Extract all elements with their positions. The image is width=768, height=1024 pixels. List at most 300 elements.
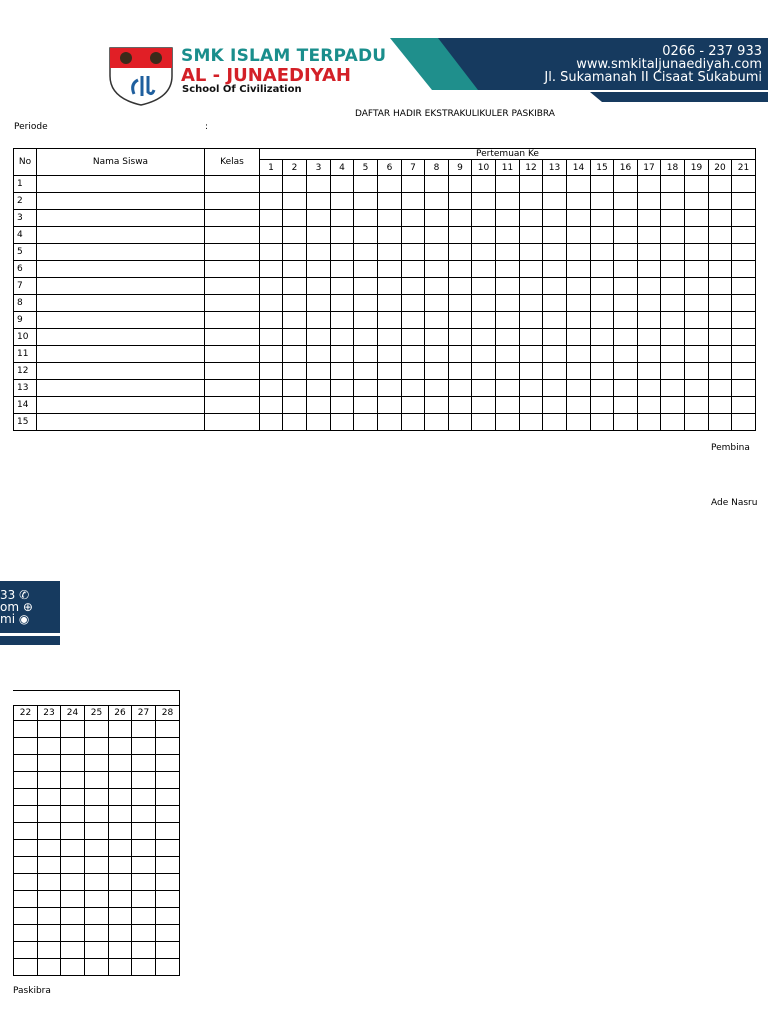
- attendance-cell[interactable]: [283, 380, 307, 397]
- attendance-cell[interactable]: [61, 942, 85, 959]
- attendance-cell[interactable]: [61, 857, 85, 874]
- attendance-cell[interactable]: [61, 772, 85, 789]
- attendance-cell[interactable]: [472, 380, 496, 397]
- attendance-cell[interactable]: [283, 244, 307, 261]
- attendance-cell[interactable]: [85, 789, 109, 806]
- attendance-cell[interactable]: [614, 346, 638, 363]
- attendance-cell[interactable]: [709, 329, 732, 346]
- attendance-cell[interactable]: [307, 329, 331, 346]
- attendance-cell[interactable]: [156, 738, 180, 755]
- attendance-cell[interactable]: [260, 193, 283, 210]
- attendance-cell[interactable]: [378, 193, 402, 210]
- attendance-cell[interactable]: [260, 176, 283, 193]
- attendance-cell[interactable]: [591, 312, 614, 329]
- attendance-cell[interactable]: [709, 363, 732, 380]
- attendance-cell[interactable]: [709, 193, 732, 210]
- attendance-cell[interactable]: [402, 312, 425, 329]
- attendance-cell[interactable]: [732, 295, 756, 312]
- attendance-cell[interactable]: [354, 414, 378, 431]
- attendance-cell[interactable]: [331, 244, 354, 261]
- attendance-cell[interactable]: [567, 210, 591, 227]
- attendance-cell[interactable]: [109, 772, 132, 789]
- attendance-cell[interactable]: [378, 278, 402, 295]
- attendance-cell[interactable]: [307, 363, 331, 380]
- attendance-cell[interactable]: [638, 414, 661, 431]
- attendance-cell[interactable]: [472, 278, 496, 295]
- attendance-cell[interactable]: [354, 312, 378, 329]
- attendance-cell[interactable]: [85, 806, 109, 823]
- attendance-cell[interactable]: [85, 942, 109, 959]
- attendance-cell[interactable]: [661, 227, 685, 244]
- attendance-cell[interactable]: [307, 193, 331, 210]
- attendance-cell[interactable]: [156, 857, 180, 874]
- attendance-cell[interactable]: [38, 874, 61, 891]
- attendance-cell[interactable]: [520, 193, 543, 210]
- attendance-cell[interactable]: [156, 823, 180, 840]
- student-name-cell[interactable]: [37, 397, 205, 414]
- attendance-cell[interactable]: [543, 295, 567, 312]
- attendance-cell[interactable]: [132, 789, 156, 806]
- attendance-cell[interactable]: [331, 380, 354, 397]
- attendance-cell[interactable]: [661, 210, 685, 227]
- attendance-cell[interactable]: [132, 857, 156, 874]
- attendance-cell[interactable]: [520, 261, 543, 278]
- attendance-cell[interactable]: [331, 227, 354, 244]
- attendance-cell[interactable]: [449, 295, 472, 312]
- attendance-cell[interactable]: [378, 414, 402, 431]
- attendance-cell[interactable]: [85, 840, 109, 857]
- attendance-cell[interactable]: [132, 874, 156, 891]
- kelas-cell[interactable]: [205, 397, 260, 414]
- attendance-cell[interactable]: [283, 397, 307, 414]
- attendance-cell[interactable]: [38, 823, 61, 840]
- attendance-cell[interactable]: [14, 738, 38, 755]
- attendance-cell[interactable]: [156, 908, 180, 925]
- attendance-cell[interactable]: [709, 295, 732, 312]
- attendance-cell[interactable]: [496, 176, 520, 193]
- attendance-cell[interactable]: [661, 295, 685, 312]
- attendance-cell[interactable]: [685, 193, 709, 210]
- attendance-cell[interactable]: [378, 312, 402, 329]
- attendance-cell[interactable]: [132, 942, 156, 959]
- attendance-cell[interactable]: [38, 942, 61, 959]
- attendance-cell[interactable]: [402, 363, 425, 380]
- attendance-cell[interactable]: [156, 959, 180, 976]
- attendance-cell[interactable]: [425, 397, 449, 414]
- attendance-cell[interactable]: [543, 312, 567, 329]
- attendance-cell[interactable]: [260, 312, 283, 329]
- attendance-cell[interactable]: [14, 823, 38, 840]
- attendance-cell[interactable]: [156, 789, 180, 806]
- attendance-cell[interactable]: [709, 414, 732, 431]
- attendance-cell[interactable]: [85, 823, 109, 840]
- kelas-cell[interactable]: [205, 346, 260, 363]
- student-name-cell[interactable]: [37, 210, 205, 227]
- attendance-cell[interactable]: [661, 278, 685, 295]
- attendance-cell[interactable]: [132, 823, 156, 840]
- attendance-cell[interactable]: [520, 312, 543, 329]
- attendance-cell[interactable]: [425, 261, 449, 278]
- attendance-cell[interactable]: [354, 346, 378, 363]
- attendance-cell[interactable]: [85, 891, 109, 908]
- attendance-cell[interactable]: [38, 891, 61, 908]
- attendance-cell[interactable]: [472, 329, 496, 346]
- attendance-cell[interactable]: [614, 329, 638, 346]
- attendance-cell[interactable]: [496, 329, 520, 346]
- attendance-cell[interactable]: [331, 193, 354, 210]
- attendance-cell[interactable]: [543, 227, 567, 244]
- attendance-cell[interactable]: [109, 789, 132, 806]
- attendance-cell[interactable]: [109, 925, 132, 942]
- attendance-cell[interactable]: [14, 721, 38, 738]
- attendance-cell[interactable]: [591, 397, 614, 414]
- attendance-cell[interactable]: [520, 329, 543, 346]
- attendance-cell[interactable]: [156, 925, 180, 942]
- attendance-cell[interactable]: [449, 261, 472, 278]
- attendance-cell[interactable]: [449, 312, 472, 329]
- attendance-cell[interactable]: [591, 414, 614, 431]
- attendance-cell[interactable]: [354, 227, 378, 244]
- attendance-cell[interactable]: [14, 755, 38, 772]
- student-name-cell[interactable]: [37, 329, 205, 346]
- attendance-cell[interactable]: [283, 363, 307, 380]
- attendance-cell[interactable]: [543, 329, 567, 346]
- attendance-cell[interactable]: [685, 261, 709, 278]
- attendance-cell[interactable]: [61, 755, 85, 772]
- attendance-cell[interactable]: [661, 261, 685, 278]
- attendance-cell[interactable]: [14, 959, 38, 976]
- attendance-cell[interactable]: [520, 210, 543, 227]
- attendance-cell[interactable]: [402, 329, 425, 346]
- kelas-cell[interactable]: [205, 380, 260, 397]
- attendance-cell[interactable]: [685, 346, 709, 363]
- attendance-cell[interactable]: [449, 227, 472, 244]
- attendance-cell[interactable]: [496, 397, 520, 414]
- attendance-cell[interactable]: [472, 261, 496, 278]
- attendance-cell[interactable]: [732, 210, 756, 227]
- attendance-cell[interactable]: [109, 908, 132, 925]
- attendance-cell[interactable]: [496, 278, 520, 295]
- attendance-cell[interactable]: [496, 193, 520, 210]
- attendance-cell[interactable]: [425, 414, 449, 431]
- attendance-cell[interactable]: [567, 261, 591, 278]
- attendance-cell[interactable]: [378, 261, 402, 278]
- attendance-cell[interactable]: [38, 721, 61, 738]
- attendance-cell[interactable]: [638, 261, 661, 278]
- attendance-cell[interactable]: [61, 959, 85, 976]
- attendance-cell[interactable]: [614, 414, 638, 431]
- attendance-cell[interactable]: [85, 959, 109, 976]
- attendance-cell[interactable]: [156, 840, 180, 857]
- attendance-cell[interactable]: [685, 414, 709, 431]
- attendance-cell[interactable]: [109, 823, 132, 840]
- attendance-cell[interactable]: [449, 380, 472, 397]
- attendance-cell[interactable]: [449, 278, 472, 295]
- attendance-cell[interactable]: [331, 261, 354, 278]
- attendance-cell[interactable]: [732, 380, 756, 397]
- attendance-cell[interactable]: [307, 278, 331, 295]
- attendance-cell[interactable]: [685, 278, 709, 295]
- attendance-cell[interactable]: [132, 925, 156, 942]
- attendance-cell[interactable]: [61, 908, 85, 925]
- attendance-cell[interactable]: [61, 925, 85, 942]
- attendance-cell[interactable]: [543, 278, 567, 295]
- attendance-cell[interactable]: [283, 295, 307, 312]
- attendance-cell[interactable]: [709, 312, 732, 329]
- attendance-cell[interactable]: [331, 397, 354, 414]
- attendance-cell[interactable]: [283, 346, 307, 363]
- attendance-cell[interactable]: [709, 210, 732, 227]
- attendance-cell[interactable]: [567, 414, 591, 431]
- attendance-cell[interactable]: [496, 312, 520, 329]
- attendance-cell[interactable]: [260, 414, 283, 431]
- attendance-cell[interactable]: [132, 755, 156, 772]
- attendance-cell[interactable]: [732, 261, 756, 278]
- student-name-cell[interactable]: [37, 295, 205, 312]
- attendance-cell[interactable]: [543, 176, 567, 193]
- attendance-cell[interactable]: [38, 925, 61, 942]
- attendance-cell[interactable]: [638, 363, 661, 380]
- attendance-cell[interactable]: [591, 210, 614, 227]
- attendance-cell[interactable]: [283, 278, 307, 295]
- attendance-cell[interactable]: [307, 261, 331, 278]
- attendance-cell[interactable]: [591, 295, 614, 312]
- attendance-cell[interactable]: [661, 244, 685, 261]
- attendance-cell[interactable]: [38, 738, 61, 755]
- attendance-cell[interactable]: [496, 380, 520, 397]
- attendance-cell[interactable]: [496, 210, 520, 227]
- attendance-cell[interactable]: [378, 380, 402, 397]
- attendance-cell[interactable]: [661, 193, 685, 210]
- attendance-cell[interactable]: [567, 176, 591, 193]
- student-name-cell[interactable]: [37, 176, 205, 193]
- attendance-cell[interactable]: [685, 380, 709, 397]
- attendance-cell[interactable]: [260, 244, 283, 261]
- attendance-cell[interactable]: [283, 210, 307, 227]
- attendance-cell[interactable]: [38, 857, 61, 874]
- attendance-cell[interactable]: [85, 755, 109, 772]
- attendance-cell[interactable]: [14, 925, 38, 942]
- kelas-cell[interactable]: [205, 295, 260, 312]
- kelas-cell[interactable]: [205, 210, 260, 227]
- attendance-cell[interactable]: [472, 244, 496, 261]
- attendance-cell[interactable]: [709, 346, 732, 363]
- attendance-cell[interactable]: [520, 176, 543, 193]
- attendance-cell[interactable]: [38, 755, 61, 772]
- attendance-cell[interactable]: [38, 908, 61, 925]
- attendance-cell[interactable]: [543, 414, 567, 431]
- attendance-cell[interactable]: [591, 176, 614, 193]
- attendance-cell[interactable]: [449, 346, 472, 363]
- attendance-cell[interactable]: [638, 193, 661, 210]
- attendance-cell[interactable]: [661, 312, 685, 329]
- attendance-cell[interactable]: [567, 295, 591, 312]
- attendance-cell[interactable]: [614, 244, 638, 261]
- attendance-cell[interactable]: [567, 363, 591, 380]
- student-name-cell[interactable]: [37, 380, 205, 397]
- student-name-cell[interactable]: [37, 193, 205, 210]
- attendance-cell[interactable]: [85, 738, 109, 755]
- attendance-cell[interactable]: [260, 346, 283, 363]
- attendance-cell[interactable]: [685, 363, 709, 380]
- attendance-cell[interactable]: [614, 227, 638, 244]
- attendance-cell[interactable]: [709, 380, 732, 397]
- attendance-cell[interactable]: [378, 244, 402, 261]
- attendance-cell[interactable]: [732, 363, 756, 380]
- attendance-cell[interactable]: [638, 312, 661, 329]
- attendance-cell[interactable]: [354, 176, 378, 193]
- attendance-cell[interactable]: [520, 397, 543, 414]
- attendance-cell[interactable]: [567, 329, 591, 346]
- attendance-cell[interactable]: [109, 959, 132, 976]
- attendance-cell[interactable]: [378, 363, 402, 380]
- attendance-cell[interactable]: [591, 227, 614, 244]
- kelas-cell[interactable]: [205, 193, 260, 210]
- attendance-cell[interactable]: [425, 210, 449, 227]
- attendance-cell[interactable]: [449, 193, 472, 210]
- attendance-cell[interactable]: [156, 874, 180, 891]
- attendance-cell[interactable]: [567, 397, 591, 414]
- attendance-cell[interactable]: [614, 380, 638, 397]
- attendance-cell[interactable]: [307, 380, 331, 397]
- attendance-cell[interactable]: [472, 227, 496, 244]
- attendance-cell[interactable]: [638, 210, 661, 227]
- attendance-cell[interactable]: [132, 721, 156, 738]
- attendance-cell[interactable]: [378, 227, 402, 244]
- attendance-cell[interactable]: [591, 329, 614, 346]
- attendance-cell[interactable]: [567, 312, 591, 329]
- attendance-cell[interactable]: [638, 176, 661, 193]
- attendance-cell[interactable]: [638, 397, 661, 414]
- attendance-cell[interactable]: [543, 346, 567, 363]
- attendance-cell[interactable]: [425, 193, 449, 210]
- attendance-cell[interactable]: [472, 397, 496, 414]
- attendance-cell[interactable]: [402, 278, 425, 295]
- attendance-cell[interactable]: [378, 295, 402, 312]
- kelas-cell[interactable]: [205, 329, 260, 346]
- attendance-cell[interactable]: [378, 176, 402, 193]
- attendance-cell[interactable]: [402, 176, 425, 193]
- attendance-cell[interactable]: [85, 874, 109, 891]
- attendance-cell[interactable]: [614, 295, 638, 312]
- attendance-cell[interactable]: [354, 210, 378, 227]
- attendance-cell[interactable]: [61, 789, 85, 806]
- attendance-cell[interactable]: [85, 857, 109, 874]
- attendance-cell[interactable]: [638, 329, 661, 346]
- attendance-cell[interactable]: [307, 210, 331, 227]
- attendance-cell[interactable]: [543, 210, 567, 227]
- attendance-cell[interactable]: [354, 193, 378, 210]
- attendance-cell[interactable]: [638, 227, 661, 244]
- attendance-cell[interactable]: [449, 244, 472, 261]
- attendance-cell[interactable]: [472, 193, 496, 210]
- kelas-cell[interactable]: [205, 278, 260, 295]
- attendance-cell[interactable]: [354, 261, 378, 278]
- attendance-cell[interactable]: [614, 261, 638, 278]
- attendance-cell[interactable]: [661, 380, 685, 397]
- attendance-cell[interactable]: [638, 295, 661, 312]
- attendance-cell[interactable]: [732, 312, 756, 329]
- attendance-cell[interactable]: [732, 397, 756, 414]
- student-name-cell[interactable]: [37, 278, 205, 295]
- attendance-cell[interactable]: [307, 176, 331, 193]
- attendance-cell[interactable]: [354, 278, 378, 295]
- attendance-cell[interactable]: [132, 908, 156, 925]
- attendance-cell[interactable]: [354, 397, 378, 414]
- attendance-cell[interactable]: [638, 244, 661, 261]
- attendance-cell[interactable]: [543, 397, 567, 414]
- attendance-cell[interactable]: [449, 397, 472, 414]
- attendance-cell[interactable]: [331, 210, 354, 227]
- attendance-cell[interactable]: [331, 176, 354, 193]
- attendance-cell[interactable]: [425, 363, 449, 380]
- attendance-cell[interactable]: [685, 210, 709, 227]
- attendance-cell[interactable]: [156, 755, 180, 772]
- attendance-cell[interactable]: [402, 295, 425, 312]
- attendance-cell[interactable]: [109, 857, 132, 874]
- attendance-cell[interactable]: [496, 295, 520, 312]
- attendance-cell[interactable]: [472, 176, 496, 193]
- attendance-cell[interactable]: [472, 414, 496, 431]
- attendance-cell[interactable]: [709, 176, 732, 193]
- attendance-cell[interactable]: [14, 908, 38, 925]
- attendance-cell[interactable]: [732, 227, 756, 244]
- attendance-cell[interactable]: [61, 874, 85, 891]
- attendance-cell[interactable]: [614, 210, 638, 227]
- attendance-cell[interactable]: [520, 363, 543, 380]
- attendance-cell[interactable]: [732, 176, 756, 193]
- attendance-cell[interactable]: [14, 772, 38, 789]
- attendance-cell[interactable]: [402, 414, 425, 431]
- attendance-cell[interactable]: [85, 908, 109, 925]
- attendance-cell[interactable]: [685, 397, 709, 414]
- attendance-cell[interactable]: [260, 278, 283, 295]
- attendance-cell[interactable]: [638, 278, 661, 295]
- kelas-cell[interactable]: [205, 227, 260, 244]
- attendance-cell[interactable]: [520, 278, 543, 295]
- kelas-cell[interactable]: [205, 414, 260, 431]
- attendance-cell[interactable]: [496, 244, 520, 261]
- attendance-cell[interactable]: [378, 397, 402, 414]
- attendance-cell[interactable]: [109, 874, 132, 891]
- student-name-cell[interactable]: [37, 227, 205, 244]
- attendance-cell[interactable]: [307, 244, 331, 261]
- attendance-cell[interactable]: [425, 227, 449, 244]
- attendance-cell[interactable]: [425, 380, 449, 397]
- attendance-cell[interactable]: [14, 789, 38, 806]
- attendance-cell[interactable]: [14, 942, 38, 959]
- attendance-cell[interactable]: [260, 210, 283, 227]
- student-name-cell[interactable]: [37, 346, 205, 363]
- attendance-cell[interactable]: [38, 772, 61, 789]
- attendance-cell[interactable]: [709, 261, 732, 278]
- attendance-cell[interactable]: [132, 959, 156, 976]
- attendance-cell[interactable]: [307, 414, 331, 431]
- attendance-cell[interactable]: [520, 414, 543, 431]
- attendance-cell[interactable]: [331, 414, 354, 431]
- kelas-cell[interactable]: [205, 244, 260, 261]
- attendance-cell[interactable]: [543, 380, 567, 397]
- attendance-cell[interactable]: [61, 891, 85, 908]
- attendance-cell[interactable]: [449, 210, 472, 227]
- attendance-cell[interactable]: [685, 329, 709, 346]
- attendance-cell[interactable]: [709, 397, 732, 414]
- attendance-cell[interactable]: [520, 295, 543, 312]
- attendance-cell[interactable]: [685, 227, 709, 244]
- attendance-cell[interactable]: [425, 312, 449, 329]
- attendance-cell[interactable]: [283, 261, 307, 278]
- attendance-cell[interactable]: [132, 840, 156, 857]
